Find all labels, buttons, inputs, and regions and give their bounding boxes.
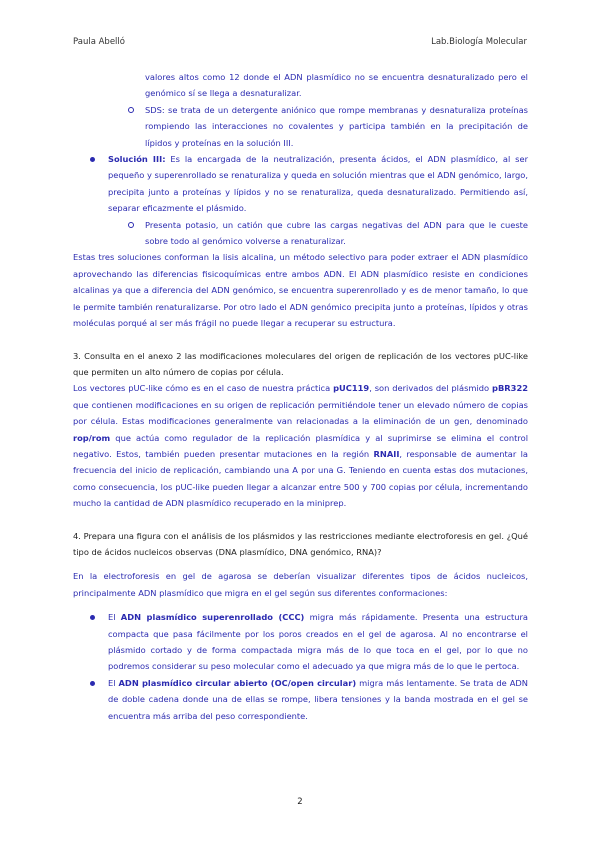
question-4: 4. Prepara una figura con el análisis de los plásmidos y las restricciones mediante electroforesis en gel. ¿Qué tipo de ácidos nucleicos observas (DNA plasmídico, DNA genómico, RNA)? (73, 530, 528, 557)
answer-4-intro: En la electroforesis en gel de agarosa se deberían visualizar diferentes tipos de ácidos nucleicos, principalmente ADN plasmídico que migra en el gel según sus diferentes conformaciones: (73, 571, 528, 598)
list-item-ccc (73, 609, 528, 675)
ccc-text: El ADN plasmídico superenrollado (CCC) migra más rápidamente. Presenta una estructura compacta que pasa fácilmente por los poros creados en el gel de agarosa. Al no encontrarse el plásmido cortado y de forma compactada migra más de lo que toca en el gel, por lo que no podremos considerar su peso molecular como el adecuado ya que migra más de lo que le pertoca. (108, 612, 529, 672)
solucion-iii-text: Solución III: Es la encargada de la neutralización, presenta ácidos, el ADN plasmídico, al ser pequeño y superenrollado se renaturaliza y queda en solución mientras que el ADN genómico, largo, precipita junto a proteínas y lípidos y no se renaturaliza, queda desnaturalizado. Permitiendo así, separar eficazmente el plásmido. (108, 154, 528, 214)
list-item-potasio (73, 217, 528, 250)
naoh-continuation: valores altos como 12 donde el ADN plasmídico no se encuentra desnaturalizado pero el genómico sí se llega a desnaturalizar. (145, 72, 528, 99)
list-item-solucion-iii (73, 151, 528, 217)
answer-3: Los vectores pUC-like cómo es en el caso de nuestra práctica pUC119, son derivados del plásmido pBR322 que contienen modificaciones en su origen de replicación permitiéndole tener un elevado número de copias por célula. Estas modificaciones generalmente van relacionadas a la eliminación de un gen, denominado rop/rom que actúa como regulador de la replicación plasmídica y al suprimirse se elimina el control negativo. Estos, también pueden presentar mutaciones en la región RNAII, responsable de aumentar la frecuencia del inicio de replicación, cambiando una A por una G. Teniendo en cuenta estas dos mutaciones, como consecuencia, los pUC-like pueden llegar a alcanzar entre 500 y 700 copias por célula, incrementando mucho la cantidad de ADN plasmídico recuperado en la miniprep. (73, 383, 528, 509)
question-3: 3. Consulta en el anexo 2 las modificaciones moleculares del origen de replicación de los vectores pUC-like que permiten un alto número de copias por célula. (73, 350, 528, 377)
disc-bullet-icon (90, 157, 95, 162)
disc-bullet-icon (90, 681, 95, 686)
page-body (73, 69, 528, 724)
list-item-sds (73, 102, 528, 151)
page-number: 2 (297, 797, 303, 807)
circle-bullet-icon (128, 107, 134, 113)
lisis-summary: Estas tres soluciones conforman la lisis alcalina, un método selectivo para poder extraer el ADN plasmídico aprovechando las diferencias fisicoquímicas entre ambos ADN. El ADN plasmídico resiste en condiciones alcalinas ya que a diferencia del ADN genómico, se encuentra superenrollado y es de menor tamaño, lo que le permite también renaturalizarse. Por otro lado el ADN genómico precipita junto a proteínas, lípidos y otras moléculas porqué al ser más frágil no puede llegar a recuperar su estructura. (73, 252, 528, 329)
sds-text: SDS: se trata de un detergente aniónico que rompe membranas y desnaturaliza proteínas rompiendo las interacciones no covalentes y participa también en la precipitación de lípidos y proteínas en la solución III. (145, 104, 528, 148)
header-course: Lab.Biología Molecular (431, 37, 527, 47)
solucion-iii-title: Solución III: (108, 154, 166, 165)
oc-text: El ADN plasmídico circular abierto (OC/open circular) migra más lentamente. Se trata de ADN de doble cadena donde una de ellas se rompe, libera tensiones y la banda mostrada en el gel se encuentra más arriba del peso correspondiente. (108, 677, 529, 721)
list-item-oc (73, 675, 528, 724)
header-author: Paula Abelló (73, 37, 125, 47)
disc-bullet-icon (90, 615, 95, 620)
potasio-text: Presenta potasio, un catión que cubre las cargas negativas del ADN para que le cueste sobre todo al genómico volverse a renaturalizar. (145, 219, 528, 247)
circle-bullet-icon (128, 222, 134, 228)
